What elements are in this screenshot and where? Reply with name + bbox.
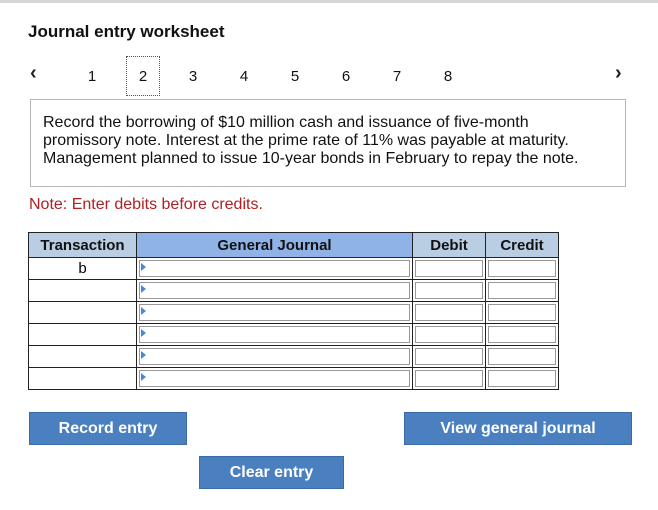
note-text: Note: Enter debits before credits. [29, 196, 263, 213]
credit-cell[interactable] [486, 346, 559, 368]
prompt-box [30, 99, 626, 187]
transaction-cell [29, 346, 137, 368]
next-page-icon[interactable]: › [615, 62, 622, 84]
table-row [29, 368, 559, 390]
page-4[interactable]: 4 [239, 68, 249, 85]
page-2-active[interactable]: 2 [126, 56, 160, 96]
view-general-journal-button[interactable]: View general journal [404, 412, 632, 445]
page-3[interactable]: 3 [188, 68, 198, 85]
dropdown-marker-icon [141, 307, 146, 315]
credit-cell[interactable] [486, 368, 559, 390]
debit-cell[interactable] [413, 258, 486, 280]
debit-input[interactable] [415, 370, 483, 387]
transaction-cell [29, 280, 137, 302]
account-select[interactable] [139, 304, 410, 321]
account-select[interactable] [139, 326, 410, 343]
credit-cell[interactable] [486, 302, 559, 324]
account-cell[interactable] [137, 368, 413, 390]
dropdown-marker-icon [141, 263, 146, 271]
account-cell[interactable] [137, 258, 413, 280]
page-8[interactable]: 8 [443, 68, 453, 85]
account-select[interactable] [139, 370, 410, 387]
header-general-journal: General Journal [137, 233, 413, 258]
page-6[interactable]: 6 [341, 68, 351, 85]
credit-input[interactable] [488, 348, 556, 365]
table-row [29, 258, 559, 280]
account-select[interactable] [139, 348, 410, 365]
top-divider [0, 0, 658, 3]
account-cell[interactable] [137, 346, 413, 368]
account-select[interactable] [139, 282, 410, 299]
transaction-cell: b [29, 258, 137, 280]
dropdown-marker-icon [141, 329, 146, 337]
table-row [29, 346, 559, 368]
worksheet-title: Journal entry worksheet [28, 22, 225, 41]
journal-table [28, 232, 559, 390]
debit-input[interactable] [415, 304, 483, 321]
page-7[interactable]: 7 [392, 68, 402, 85]
debit-input[interactable] [415, 348, 483, 365]
header-credit: Credit [486, 233, 559, 258]
clear-entry-button[interactable]: Clear entry [199, 456, 344, 489]
dropdown-marker-icon [141, 285, 146, 293]
credit-input[interactable] [488, 304, 556, 321]
page-5[interactable]: 5 [290, 68, 300, 85]
debit-cell[interactable] [413, 302, 486, 324]
credit-cell[interactable] [486, 280, 559, 302]
debit-input[interactable] [415, 282, 483, 299]
credit-cell[interactable] [486, 324, 559, 346]
credit-cell[interactable] [486, 258, 559, 280]
previous-page-icon[interactable]: ‹ [30, 62, 37, 84]
debit-cell[interactable] [413, 280, 486, 302]
prompt-text: Record the borrowing of $10 million cash and issuance of five-month promissory note. Interest at the prime rate of 11% was payable at maturity. Management planned to issue 10-year bonds in February to repay the note. [43, 114, 579, 167]
transaction-cell [29, 302, 137, 324]
debit-input[interactable] [415, 326, 483, 343]
debit-cell[interactable] [413, 368, 486, 390]
credit-input[interactable] [488, 370, 556, 387]
credit-input[interactable] [488, 326, 556, 343]
table-row [29, 302, 559, 324]
account-cell[interactable] [137, 324, 413, 346]
dropdown-marker-icon [141, 351, 146, 359]
debit-input[interactable] [415, 260, 483, 277]
credit-input[interactable] [488, 260, 556, 277]
header-debit: Debit [413, 233, 486, 258]
record-entry-button[interactable]: Record entry [29, 412, 187, 445]
debit-cell[interactable] [413, 324, 486, 346]
account-select[interactable] [139, 260, 410, 277]
transaction-cell [29, 324, 137, 346]
table-row [29, 324, 559, 346]
account-cell[interactable] [137, 302, 413, 324]
dropdown-marker-icon [141, 373, 146, 381]
header-transaction: Transaction [29, 233, 137, 258]
debit-cell[interactable] [413, 346, 486, 368]
table-row [29, 280, 559, 302]
page-1[interactable]: 1 [87, 68, 97, 85]
transaction-cell [29, 368, 137, 390]
account-cell[interactable] [137, 280, 413, 302]
credit-input[interactable] [488, 282, 556, 299]
